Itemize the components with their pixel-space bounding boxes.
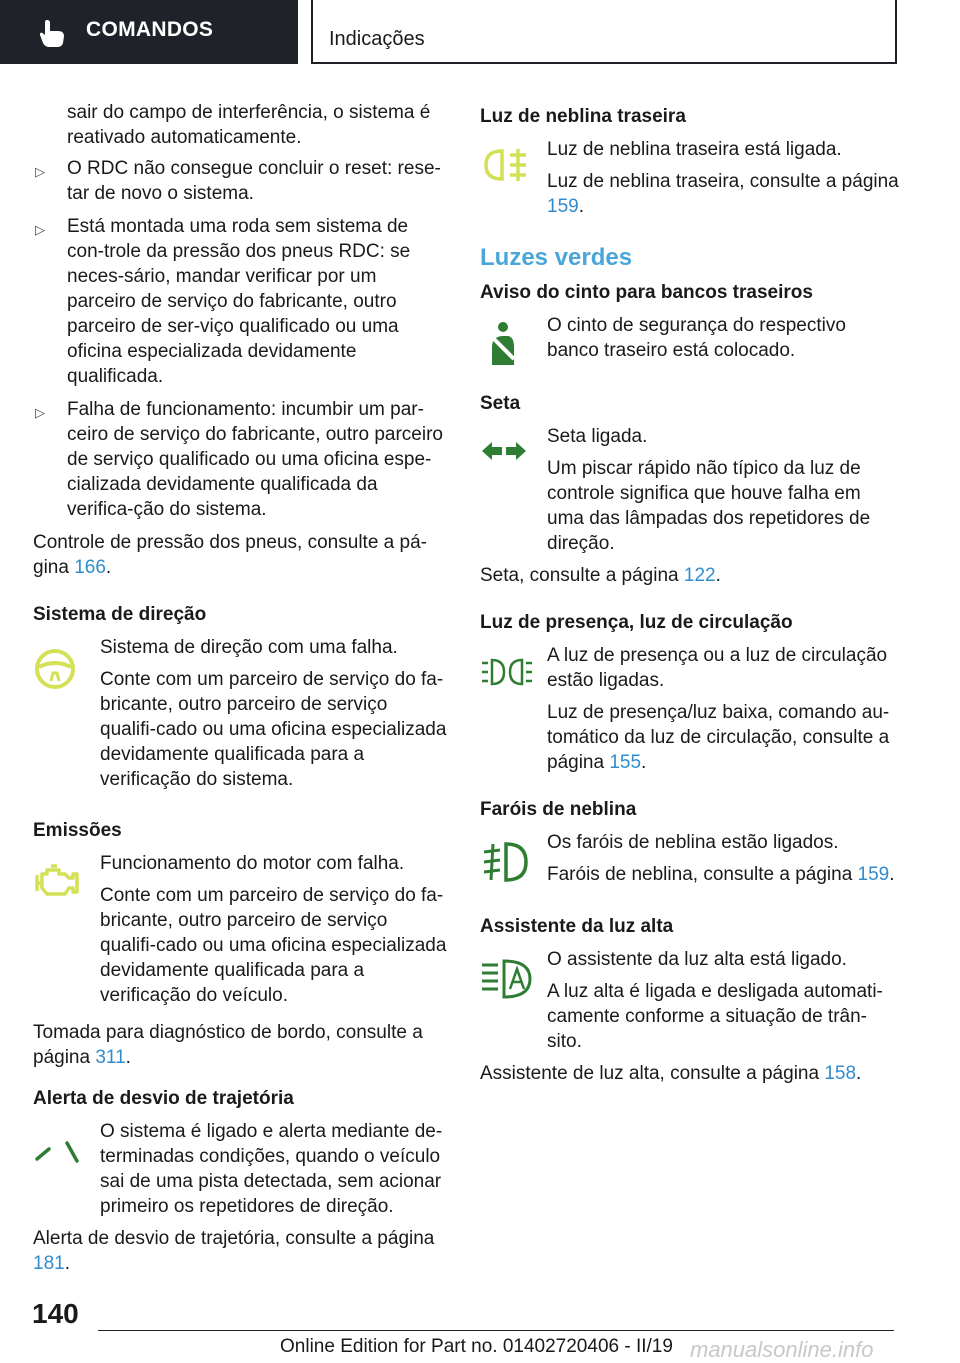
section-heading: Aviso do cinto para bancos traseiros: [480, 282, 813, 303]
reference-paragraph: Alerta de desvio de trajetória, consulte a página 181.: [33, 1228, 435, 1274]
reference-paragraph: Controle de pressão dos pneus, consulte a pá-gina 166.: [33, 532, 427, 578]
list-item-text: Falha de funcionamento: incumbir um par-ceiro de serviço do fabricante, outro parceiro de serviço qualificado ou uma oficina espe-cializada devidamente qualificada da verifica-ção do sistema.: [67, 399, 443, 520]
header-section-tab: [0, 0, 298, 64]
section-heading: Alerta de desvio de trajetória: [33, 1088, 294, 1109]
section-heading: Seta: [480, 393, 521, 414]
indicator-entry: O cinto de segurança do respectivo banco traseiro está colocado.: [480, 313, 900, 373]
section-heading: Sistema de direção: [33, 604, 207, 625]
reference-paragraph: Assistente de luz alta, consulte a página 158.: [480, 1063, 862, 1084]
triangle-bullet-icon: ▷: [35, 222, 45, 237]
page-link[interactable]: 159: [547, 196, 579, 217]
indicator-entry: Sistema de direção com uma falha. Conte com um parceiro de serviço do fa-bricante, outro parceiro de serviço qualifi-cado ou uma oficina especializada devidamente qualificada para a verificação do sistema.: [33, 635, 448, 792]
footer-divider: [98, 1330, 894, 1331]
header-subsection-box: [311, 0, 897, 64]
parking-light-icon: [480, 657, 534, 687]
left-column: [33, 100, 448, 1282]
reference-paragraph: Tomada para diagnóstico de bordo, consulte a página 311.: [33, 1022, 423, 1068]
list-item: [33, 214, 448, 389]
reference-paragraph: Luz de presença/luz baixa, comando au-tomático da luz de circulação, consulte a página 155.: [547, 702, 890, 773]
watermark: manualsonline.info: [690, 1337, 874, 1362]
seatbelt-icon: [480, 319, 526, 369]
list-item-text: Está montada uma roda sem sistema de con-trole da pressão dos pneus RDC: se neces-sário, mandar verificar por um parceiro de serviço do fabricante, outro parceiro de ser-viço qualificado ou uma oficina especializada devidamente qualificada.: [67, 216, 411, 387]
reference-paragraph: Luz de neblina traseira, consulte a página 159.: [547, 171, 899, 217]
page-link[interactable]: 122: [683, 565, 716, 586]
high-beam-assist-icon: [480, 957, 534, 1001]
section-heading: Luz de neblina traseira: [480, 106, 686, 127]
paragraph: sair do campo de interferência, o sistema é reativado automaticamente.: [67, 102, 431, 148]
indicator-entry: O sistema é ligado e alerta mediante de-terminadas condições, quando o veículo sai de uma pista detectada, sem acionar primeiro os repetidores de direção.: [33, 1119, 448, 1219]
turn-signal-icon: [480, 440, 528, 462]
lane-departure-icon: [33, 1135, 81, 1165]
reference-paragraph: Faróis de neblina, consulte a página 159.: [547, 864, 895, 885]
indicator-entry: A luz de presença ou a luz de circulação estão ligadas. Luz de presença/luz baixa, comando au-tomático da luz de circulação, consulte a página 155.: [480, 643, 900, 775]
section-heading: Luz de presença, luz de circulação: [480, 612, 793, 633]
section-heading: Assistente da luz alta: [480, 916, 674, 937]
page-link[interactable]: 159: [857, 864, 890, 885]
steering-wheel-icon: [33, 647, 77, 691]
triangle-bullet-icon: ▷: [35, 164, 45, 179]
page-link[interactable]: 311: [95, 1047, 126, 1068]
indicator-entry: Os faróis de neblina estão ligados. Faróis de neblina, consulte a página 159.: [480, 830, 900, 890]
page-number: 140: [32, 1298, 79, 1329]
footer-edition: Online Edition for Part no. 01402720406 - II/19: [280, 1336, 673, 1357]
indicator-entry: Funcionamento do motor com falha. Conte com um parceiro de serviço do fa-bricante, outro parceiro de serviço qualifi-cado ou uma oficina especializada devidamente qualificada para a verificação do veículo.: [33, 851, 448, 1008]
indicator-entry: O assistente da luz alta está ligado. A luz alta é ligada e desligada automati-camente conforme a situação de trân-sito.: [480, 947, 900, 1054]
list-item: [33, 156, 448, 206]
hand-icon: [38, 18, 66, 48]
page-link[interactable]: 181: [33, 1253, 65, 1274]
section-heading: Emissões: [33, 820, 122, 841]
indicator-entry: Seta ligada. Um piscar rápido não típico da luz de controle significa que houve falha em uma das lâmpadas dos repetidores de direção.: [480, 424, 900, 556]
section-title: COMANDOS: [86, 18, 214, 41]
reference-paragraph: Seta, consulte a página 122.: [480, 565, 721, 586]
front-fog-light-icon: [480, 840, 530, 884]
section-heading: Faróis de neblina: [480, 799, 637, 820]
group-heading: Luzes verdes: [480, 244, 633, 271]
list-item-text: O RDC não consegue concluir o reset: rese-tar de novo o sistema.: [67, 158, 441, 204]
right-column: [480, 100, 900, 1092]
page-link[interactable]: 166: [74, 557, 106, 578]
rear-fog-light-icon: [480, 145, 536, 185]
engine-icon: [33, 861, 81, 901]
page-link[interactable]: 155: [609, 752, 642, 773]
subsection-title: Indicações: [329, 28, 425, 50]
page-link[interactable]: 158: [824, 1063, 857, 1084]
triangle-bullet-icon: ▷: [35, 405, 45, 420]
indicator-entry: Luz de neblina traseira está ligada. Luz de neblina traseira, consulte a página 159.: [480, 137, 900, 219]
list-item: [33, 397, 448, 522]
